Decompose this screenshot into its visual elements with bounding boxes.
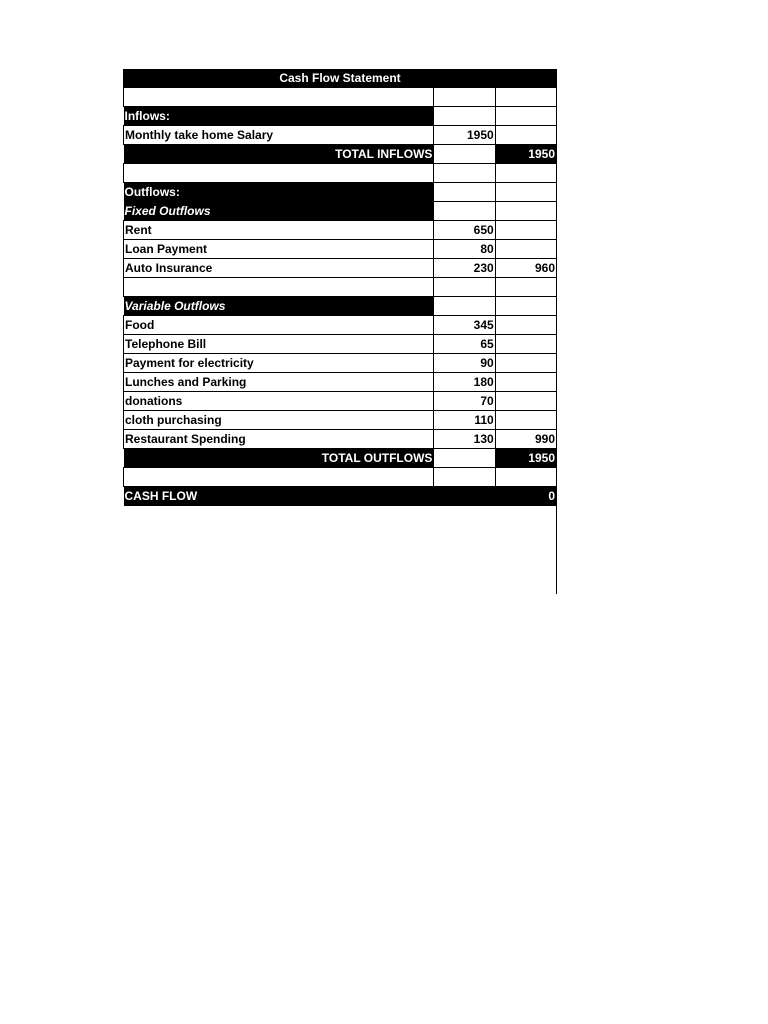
cell[interactable] — [124, 278, 434, 297]
outflows-header[interactable]: Outflows: — [124, 183, 434, 202]
row-label[interactable]: Monthly take home Salary — [124, 126, 434, 145]
total-outflows-row — [124, 449, 557, 468]
cell[interactable] — [434, 88, 495, 107]
table-row — [124, 335, 557, 354]
table-row — [124, 354, 557, 373]
cash-flow-sheet — [123, 69, 557, 506]
cell[interactable] — [495, 221, 556, 240]
table-row — [124, 316, 557, 335]
cell[interactable] — [124, 88, 434, 107]
cash-flow-table — [123, 88, 557, 506]
cell[interactable] — [434, 487, 495, 506]
total-inflows-row — [124, 145, 557, 164]
cash-flow-value[interactable]: 0 — [495, 487, 556, 506]
cell[interactable] — [434, 202, 495, 221]
cell[interactable] — [495, 392, 556, 411]
row-label[interactable]: Rent — [124, 221, 434, 240]
row-amount[interactable]: 70 — [434, 392, 495, 411]
blank-row — [124, 164, 557, 183]
cell[interactable] — [495, 316, 556, 335]
blank-row — [124, 468, 557, 487]
row-amount[interactable]: 65 — [434, 335, 495, 354]
table-row — [124, 430, 557, 449]
cash-flow-label[interactable]: CASH FLOW — [124, 487, 434, 506]
row-amount[interactable]: 110 — [434, 411, 495, 430]
cell[interactable] — [124, 164, 434, 183]
cash-flow-row — [124, 487, 557, 506]
table-row — [124, 126, 557, 145]
cell[interactable] — [434, 468, 495, 487]
row-label[interactable]: Telephone Bill — [124, 335, 434, 354]
blank-row — [124, 278, 557, 297]
cell[interactable] — [495, 335, 556, 354]
row-label[interactable]: Auto Insurance — [124, 259, 434, 278]
variable-outflows-header[interactable]: Variable Outflows — [124, 297, 434, 316]
cell[interactable] — [495, 278, 556, 297]
cell[interactable] — [434, 164, 495, 183]
row-amount[interactable]: 650 — [434, 221, 495, 240]
row-amount[interactable]: 345 — [434, 316, 495, 335]
variable-outflows-header-row — [124, 297, 557, 316]
row-amount[interactable]: 230 — [434, 259, 495, 278]
cell[interactable] — [495, 164, 556, 183]
fixed-subtotal[interactable]: 960 — [495, 259, 556, 278]
row-label[interactable]: donations — [124, 392, 434, 411]
row-amount[interactable]: 80 — [434, 240, 495, 259]
fixed-outflows-header[interactable]: Fixed Outflows — [124, 202, 434, 221]
inflows-header[interactable]: Inflows: — [124, 107, 434, 126]
row-label[interactable]: Payment for electricity — [124, 354, 434, 373]
cell[interactable] — [124, 468, 434, 487]
table-row — [124, 240, 557, 259]
row-label[interactable]: Loan Payment — [124, 240, 434, 259]
total-outflows-label[interactable]: TOTAL OUTFLOWS — [124, 449, 434, 468]
variable-subtotal[interactable]: 990 — [495, 430, 556, 449]
table-row — [124, 411, 557, 430]
cell[interactable] — [495, 240, 556, 259]
outflows-header-row — [124, 183, 557, 202]
table-row — [124, 373, 557, 392]
row-amount[interactable]: 180 — [434, 373, 495, 392]
cell[interactable] — [434, 183, 495, 202]
cell[interactable] — [495, 107, 556, 126]
cell[interactable] — [495, 297, 556, 316]
cell[interactable] — [495, 88, 556, 107]
total-inflows-value[interactable]: 1950 — [495, 145, 556, 164]
table-row — [124, 392, 557, 411]
cell[interactable] — [495, 373, 556, 392]
cell[interactable] — [434, 297, 495, 316]
row-label[interactable]: cloth purchasing — [124, 411, 434, 430]
cell[interactable] — [495, 183, 556, 202]
cell[interactable] — [434, 107, 495, 126]
row-amount[interactable]: 130 — [434, 430, 495, 449]
cell[interactable] — [434, 278, 495, 297]
row-amount[interactable]: 1950 — [434, 126, 495, 145]
row-label[interactable]: Food — [124, 316, 434, 335]
cell[interactable] — [434, 145, 495, 164]
row-amount[interactable]: 90 — [434, 354, 495, 373]
cell[interactable] — [495, 126, 556, 145]
table-row — [124, 259, 557, 278]
cell[interactable] — [495, 202, 556, 221]
cell[interactable] — [495, 411, 556, 430]
sheet-title: Cash Flow Statement — [123, 69, 557, 88]
row-label[interactable]: Lunches and Parking — [124, 373, 434, 392]
total-inflows-label[interactable]: TOTAL INFLOWS — [124, 145, 434, 164]
fixed-outflows-header-row — [124, 202, 557, 221]
cell[interactable] — [495, 468, 556, 487]
cell[interactable] — [434, 449, 495, 468]
column-border-line — [556, 500, 557, 594]
table-row — [124, 221, 557, 240]
inflows-header-row — [124, 107, 557, 126]
row-label[interactable]: Restaurant Spending — [124, 430, 434, 449]
blank-row — [124, 88, 557, 107]
cell[interactable] — [495, 354, 556, 373]
total-outflows-value[interactable]: 1950 — [495, 449, 556, 468]
